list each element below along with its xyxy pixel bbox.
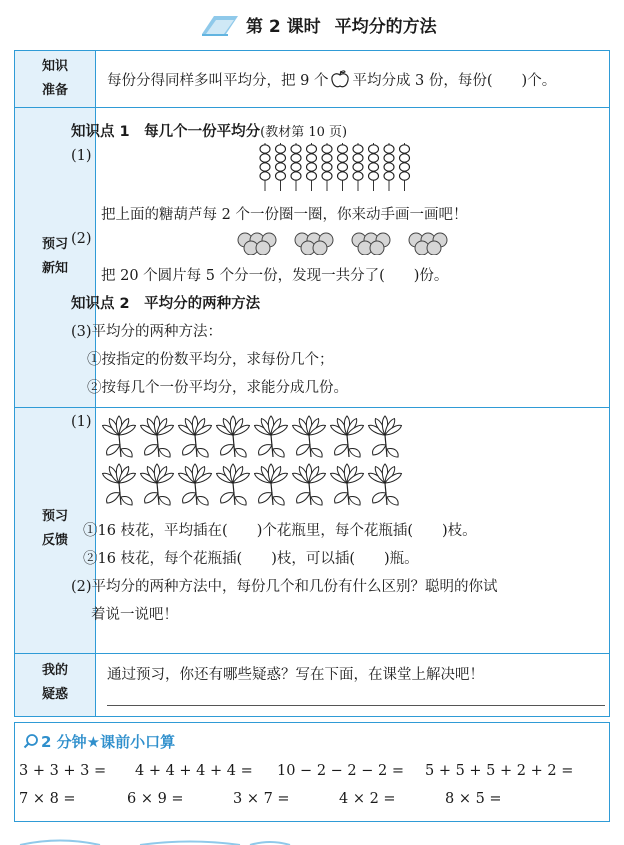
candied-haw-skewer-icon [322,143,332,191]
section-label-prep [15,55,95,103]
lesson-header [0,0,624,46]
candied-haw-skewer-icon [276,143,286,191]
row-divider [15,653,609,654]
oral-calculation-box [14,722,610,822]
flower-icon [253,464,289,505]
worksheet-table [14,50,610,717]
disc-group-icon [295,233,333,255]
apple-icon [330,69,350,89]
candied-haw-skewer-icon [307,143,317,191]
label-line: 反馈 [41,533,68,548]
calc-item: 10 − 2 − 2 − 2 = [277,763,404,779]
question-text: 把 20 个圆片每 5 个分一份，发现一共分了( )份。 [101,268,449,284]
method-item: ①按指定的份数平均分，求每份几个； [87,352,334,368]
question-text: ①16 枝花，平均插在( )个花瓶里，每个花瓶插( )枝。 [83,523,477,539]
label-line: 预习 [41,509,68,524]
label-line: 疑惑 [41,687,68,702]
lesson-number: 第 2 课时 [246,17,321,37]
footer-decoration [0,836,624,845]
calc-item: 6 × 9 = [127,791,184,807]
flower-icon [291,464,327,505]
oral-title-text: 2 分钟★课前小口算 [41,733,176,751]
question-text: ②16 枝花，每个花瓶插( )枝，可以插( )瓶。 [83,551,419,567]
magnifier-icon [23,733,39,749]
lesson-topic: 平均分的方法 [334,17,437,37]
candied-haw-skewer-icon [260,143,270,191]
flower-icon [215,416,251,457]
calc-item: 7 × 8 = [19,791,76,807]
disc-groups-picture [231,231,451,255]
question-text: (3)平均分的两种方法： [71,324,223,340]
prep-text [107,69,556,90]
calc-item: 3 × 7 = [233,791,290,807]
flower-icon [367,464,403,505]
calc-item: 3 + 3 + 3 = [19,763,107,779]
question-text: 着说一说吧！ [91,607,178,623]
label-line: 预习 [41,237,68,252]
kp1-title: 知识点 1 每几个一份平均分 [71,124,261,140]
flower-icon [329,464,365,505]
question-text: (2)平均分的两种方法中，每份几个和几份有什么区别？聪明的你试 [71,579,498,595]
kp2-title: 知识点 2 平均分的两种方法 [71,296,261,312]
flower-icon [139,464,175,505]
prep-text-after: 平均分成 3 份，每份( )个。 [352,73,557,89]
row-divider [15,107,609,108]
candied-haw-skewer-icon [400,143,410,191]
book-ribbon-icon [200,14,240,36]
question-number: (2) [71,231,92,247]
label-line: 我的 [41,663,68,678]
page-title [246,12,437,37]
oral-title [23,731,175,752]
row-divider [15,407,609,408]
flower-icon [177,464,213,505]
calc-item: 8 × 5 = [445,791,502,807]
method-item: ②按每几个一份平均分，求能分成几份。 [87,380,348,396]
flower-icon [291,416,327,457]
kp1-heading [71,120,347,141]
disc-group-icon [409,233,447,255]
flower-icon [177,416,213,457]
candied-haw-skewer-icon [353,143,363,191]
candied-haw-skewer-icon [291,143,301,191]
flower-icon [215,464,251,505]
candied-haws-picture [257,143,417,193]
candied-haw-skewer-icon [369,143,379,191]
flower-icon [329,416,365,457]
answer-line[interactable] [107,705,605,706]
flowers-picture [101,411,411,507]
question-text: 把上面的糖葫芦每 2 个一份圈一圈，你来动手画一画吧！ [101,207,468,223]
flower-icon [253,416,289,457]
calc-item: 5 + 5 + 5 + 2 + 2 = [425,763,574,779]
label-line: 准备 [41,83,68,98]
calc-item: 4 × 2 = [339,791,396,807]
flower-icon [367,416,403,457]
doubts-prompt: 通过预习，你还有哪些疑惑？写在下面，在课堂上解决吧！ [107,667,484,683]
question-number: (1) [71,414,92,430]
calc-item: 4 + 4 + 4 + 4 = [135,763,253,779]
flower-icon [139,416,175,457]
candied-haw-skewer-icon [384,143,394,191]
question-number: (1) [71,148,92,164]
disc-group-icon [352,233,390,255]
label-line: 新知 [41,261,68,276]
flower-icon [101,464,137,505]
label-line: 知识 [41,59,68,74]
candied-haw-skewer-icon [338,143,348,191]
kp1-source: (教材第 10 页) [260,125,348,140]
flower-icon [101,416,137,457]
prep-text-before: 每份分得同样多叫平均分，把 9 个 [107,73,329,89]
section-label-doubts [15,659,95,707]
disc-group-icon [238,233,276,255]
